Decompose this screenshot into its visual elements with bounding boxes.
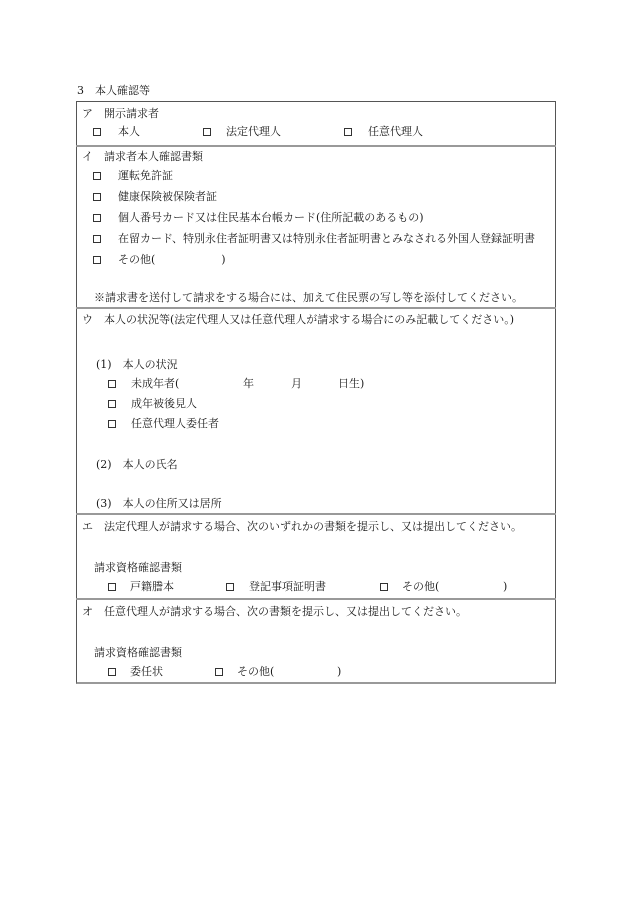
row-divider (76, 145, 556, 147)
option-label: 法定代理人 (226, 125, 281, 138)
principal-address-label: (3) 本人の住所又は居所 (96, 497, 222, 510)
checkbox-family-register[interactable] (108, 583, 116, 591)
qualification-doc-label: 請求資格確認書類 (94, 561, 182, 574)
checkbox-power-of-attorney[interactable] (108, 668, 116, 676)
row-divider (76, 598, 556, 600)
option-label: 委任状 (130, 665, 163, 678)
option-label: その他( (237, 665, 275, 678)
birth-day-label: 日生) (338, 377, 365, 390)
mail-request-note: ※請求書を送付して請求をする場合には、加えて住民票の写し等を添付してください。 (94, 291, 523, 304)
checkbox-self[interactable] (93, 128, 101, 136)
option-label: 未成年者( (131, 377, 180, 390)
checkbox-health-insurance-card[interactable] (93, 193, 101, 201)
option-label: 在留カード、特別永住者証明書又は特別永住者証明書とみなされる外国人登録証明書 (118, 232, 536, 245)
birth-month-label: 月 (291, 377, 302, 390)
checkbox-other-doc[interactable] (380, 583, 388, 591)
section-heading: 3 本人確認等 (77, 84, 150, 97)
principal-status-section-title: ウ 本人の状況等(法定代理人又は任意代理人が請求する場合にのみ記載してください。) (82, 313, 515, 326)
option-label: 登記事項証明書 (249, 580, 326, 593)
checkbox-other-id[interactable] (93, 256, 101, 264)
requester-section-title: ア 開示請求者 (82, 107, 159, 120)
principal-status-label: (1) 本人の状況 (96, 358, 178, 371)
option-label: 任意代理人 (368, 125, 423, 138)
row-divider (76, 513, 556, 515)
option-label: 戸籍謄本 (130, 580, 174, 593)
identity-confirmation-table (76, 101, 556, 684)
birth-year-label: 年 (243, 377, 254, 390)
close-paren: ) (337, 665, 342, 678)
checkbox-legal-representative[interactable] (203, 128, 211, 136)
voluntary-agent-section-title: オ 任意代理人が請求する場合、次の書類を提示し、又は提出してください。 (82, 605, 467, 618)
row-divider (76, 307, 556, 309)
checkbox-drivers-license[interactable] (93, 172, 101, 180)
option-label: 任意代理人委任者 (131, 417, 219, 430)
checkbox-minor[interactable] (108, 380, 116, 388)
checkbox-registry-certificate[interactable] (226, 583, 234, 591)
legal-rep-section-title: エ 法定代理人が請求する場合、次のいずれかの書類を提示し、又は提出してください。 (82, 520, 522, 533)
close-paren: ) (503, 580, 508, 593)
checkbox-voluntary-agent[interactable] (344, 128, 352, 136)
id-documents-section-title: イ 請求者本人確認書類 (82, 150, 203, 163)
option-label: 成年被後見人 (131, 397, 197, 410)
checkbox-residence-card[interactable] (93, 235, 101, 243)
checkbox-agent-principal[interactable] (108, 420, 116, 428)
option-label: その他( ) (118, 253, 226, 266)
option-label: 本人 (118, 125, 140, 138)
option-label: 個人番号カード又は住民基本台帳カード(住所記載のあるもの) (118, 211, 424, 224)
qualification-doc-label: 請求資格確認書類 (94, 646, 182, 659)
option-label: 運転免許証 (118, 169, 173, 182)
option-label: 健康保険被保険者証 (118, 190, 217, 203)
checkbox-other-doc[interactable] (215, 668, 223, 676)
option-label: その他( (402, 580, 440, 593)
checkbox-adult-ward[interactable] (108, 400, 116, 408)
principal-name-label: (2) 本人の氏名 (96, 458, 178, 471)
checkbox-my-number-card[interactable] (93, 214, 101, 222)
